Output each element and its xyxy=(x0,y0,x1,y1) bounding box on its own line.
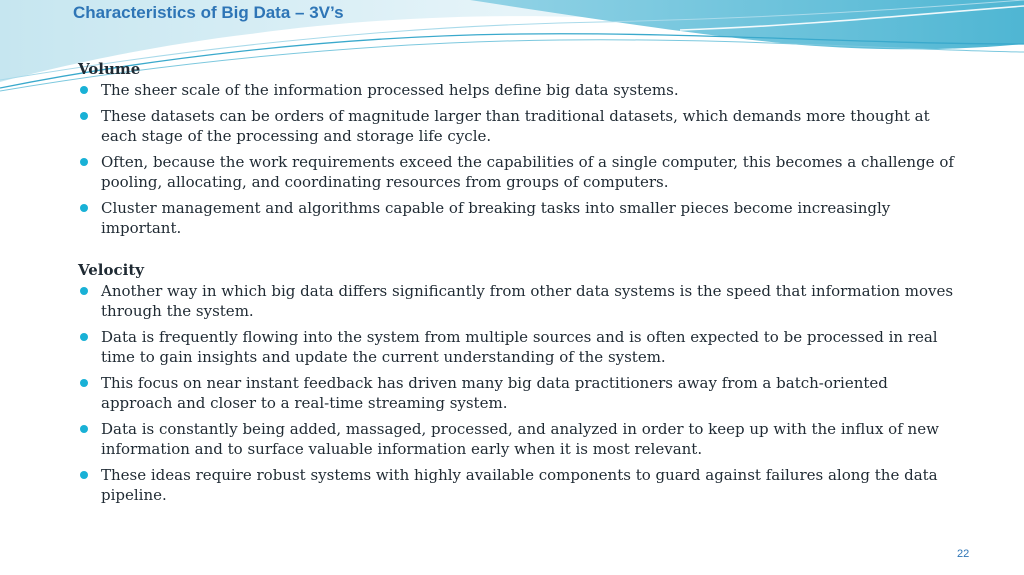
bullet-text: Data is constantly being added, massaged, processed, and analyzed in order to keep up with the influx of new information and to surface valuable information early when it is most relevant. xyxy=(101,419,939,458)
bullet-icon xyxy=(80,86,88,94)
bullet-item xyxy=(78,465,958,506)
bullet-list-velocity xyxy=(78,281,958,506)
slide-title: Characteristics of Big Data – 3V’s xyxy=(73,3,344,22)
section-velocity xyxy=(78,259,958,506)
bullet-text: Often, because the work requirements exceed the capabilities of a single computer, this becomes a challenge of pooling, allocating, and coordinating resources from groups of computers. xyxy=(101,152,954,191)
bullet-icon xyxy=(80,287,88,295)
bullet-item xyxy=(78,327,958,368)
bullet-item xyxy=(78,80,958,101)
bullet-icon xyxy=(80,471,88,479)
bullet-icon xyxy=(80,333,88,341)
bullet-item xyxy=(78,106,958,147)
section-heading-velocity: Velocity xyxy=(78,260,144,279)
bullet-text: Another way in which big data differs significantly from other data systems is the speed that information moves through the system. xyxy=(101,281,954,320)
bullet-icon xyxy=(80,158,88,166)
bullet-list-volume xyxy=(78,80,958,239)
bullet-item xyxy=(78,152,958,193)
bullet-icon xyxy=(80,204,88,212)
bullet-text: The sheer scale of the information processed helps define big data systems. xyxy=(101,81,679,99)
bullet-text: These datasets can be orders of magnitude larger than traditional datasets, which demands more thought at each stage of the processing and storage life cycle. xyxy=(101,106,930,145)
section-heading-volume: Volume xyxy=(78,60,141,78)
bullet-icon xyxy=(80,112,88,120)
bullet-item xyxy=(78,198,958,239)
bullet-text: Data is frequently flowing into the system from multiple sources and is often expected to be processed in real time to gain insights and update the current understanding of the system. xyxy=(101,327,938,366)
page-number: 22 xyxy=(957,548,970,560)
bullet-text: These ideas require robust systems with highly available components to guard against failures along the data pipeline. xyxy=(101,465,938,504)
bullet-icon xyxy=(80,379,88,387)
section-volume xyxy=(78,58,958,239)
bullet-item xyxy=(78,419,958,460)
bullet-text: Cluster management and algorithms capable of breaking tasks into smaller pieces become increasingly important. xyxy=(101,198,891,237)
bullet-item xyxy=(78,373,958,414)
bullet-text: This focus on near instant feedback has driven many big data practitioners away from a batch-oriented approach and closer to a real-time streaming system. xyxy=(101,373,888,412)
slide-content xyxy=(78,58,958,511)
bullet-item xyxy=(78,281,958,322)
bullet-icon xyxy=(80,425,88,433)
